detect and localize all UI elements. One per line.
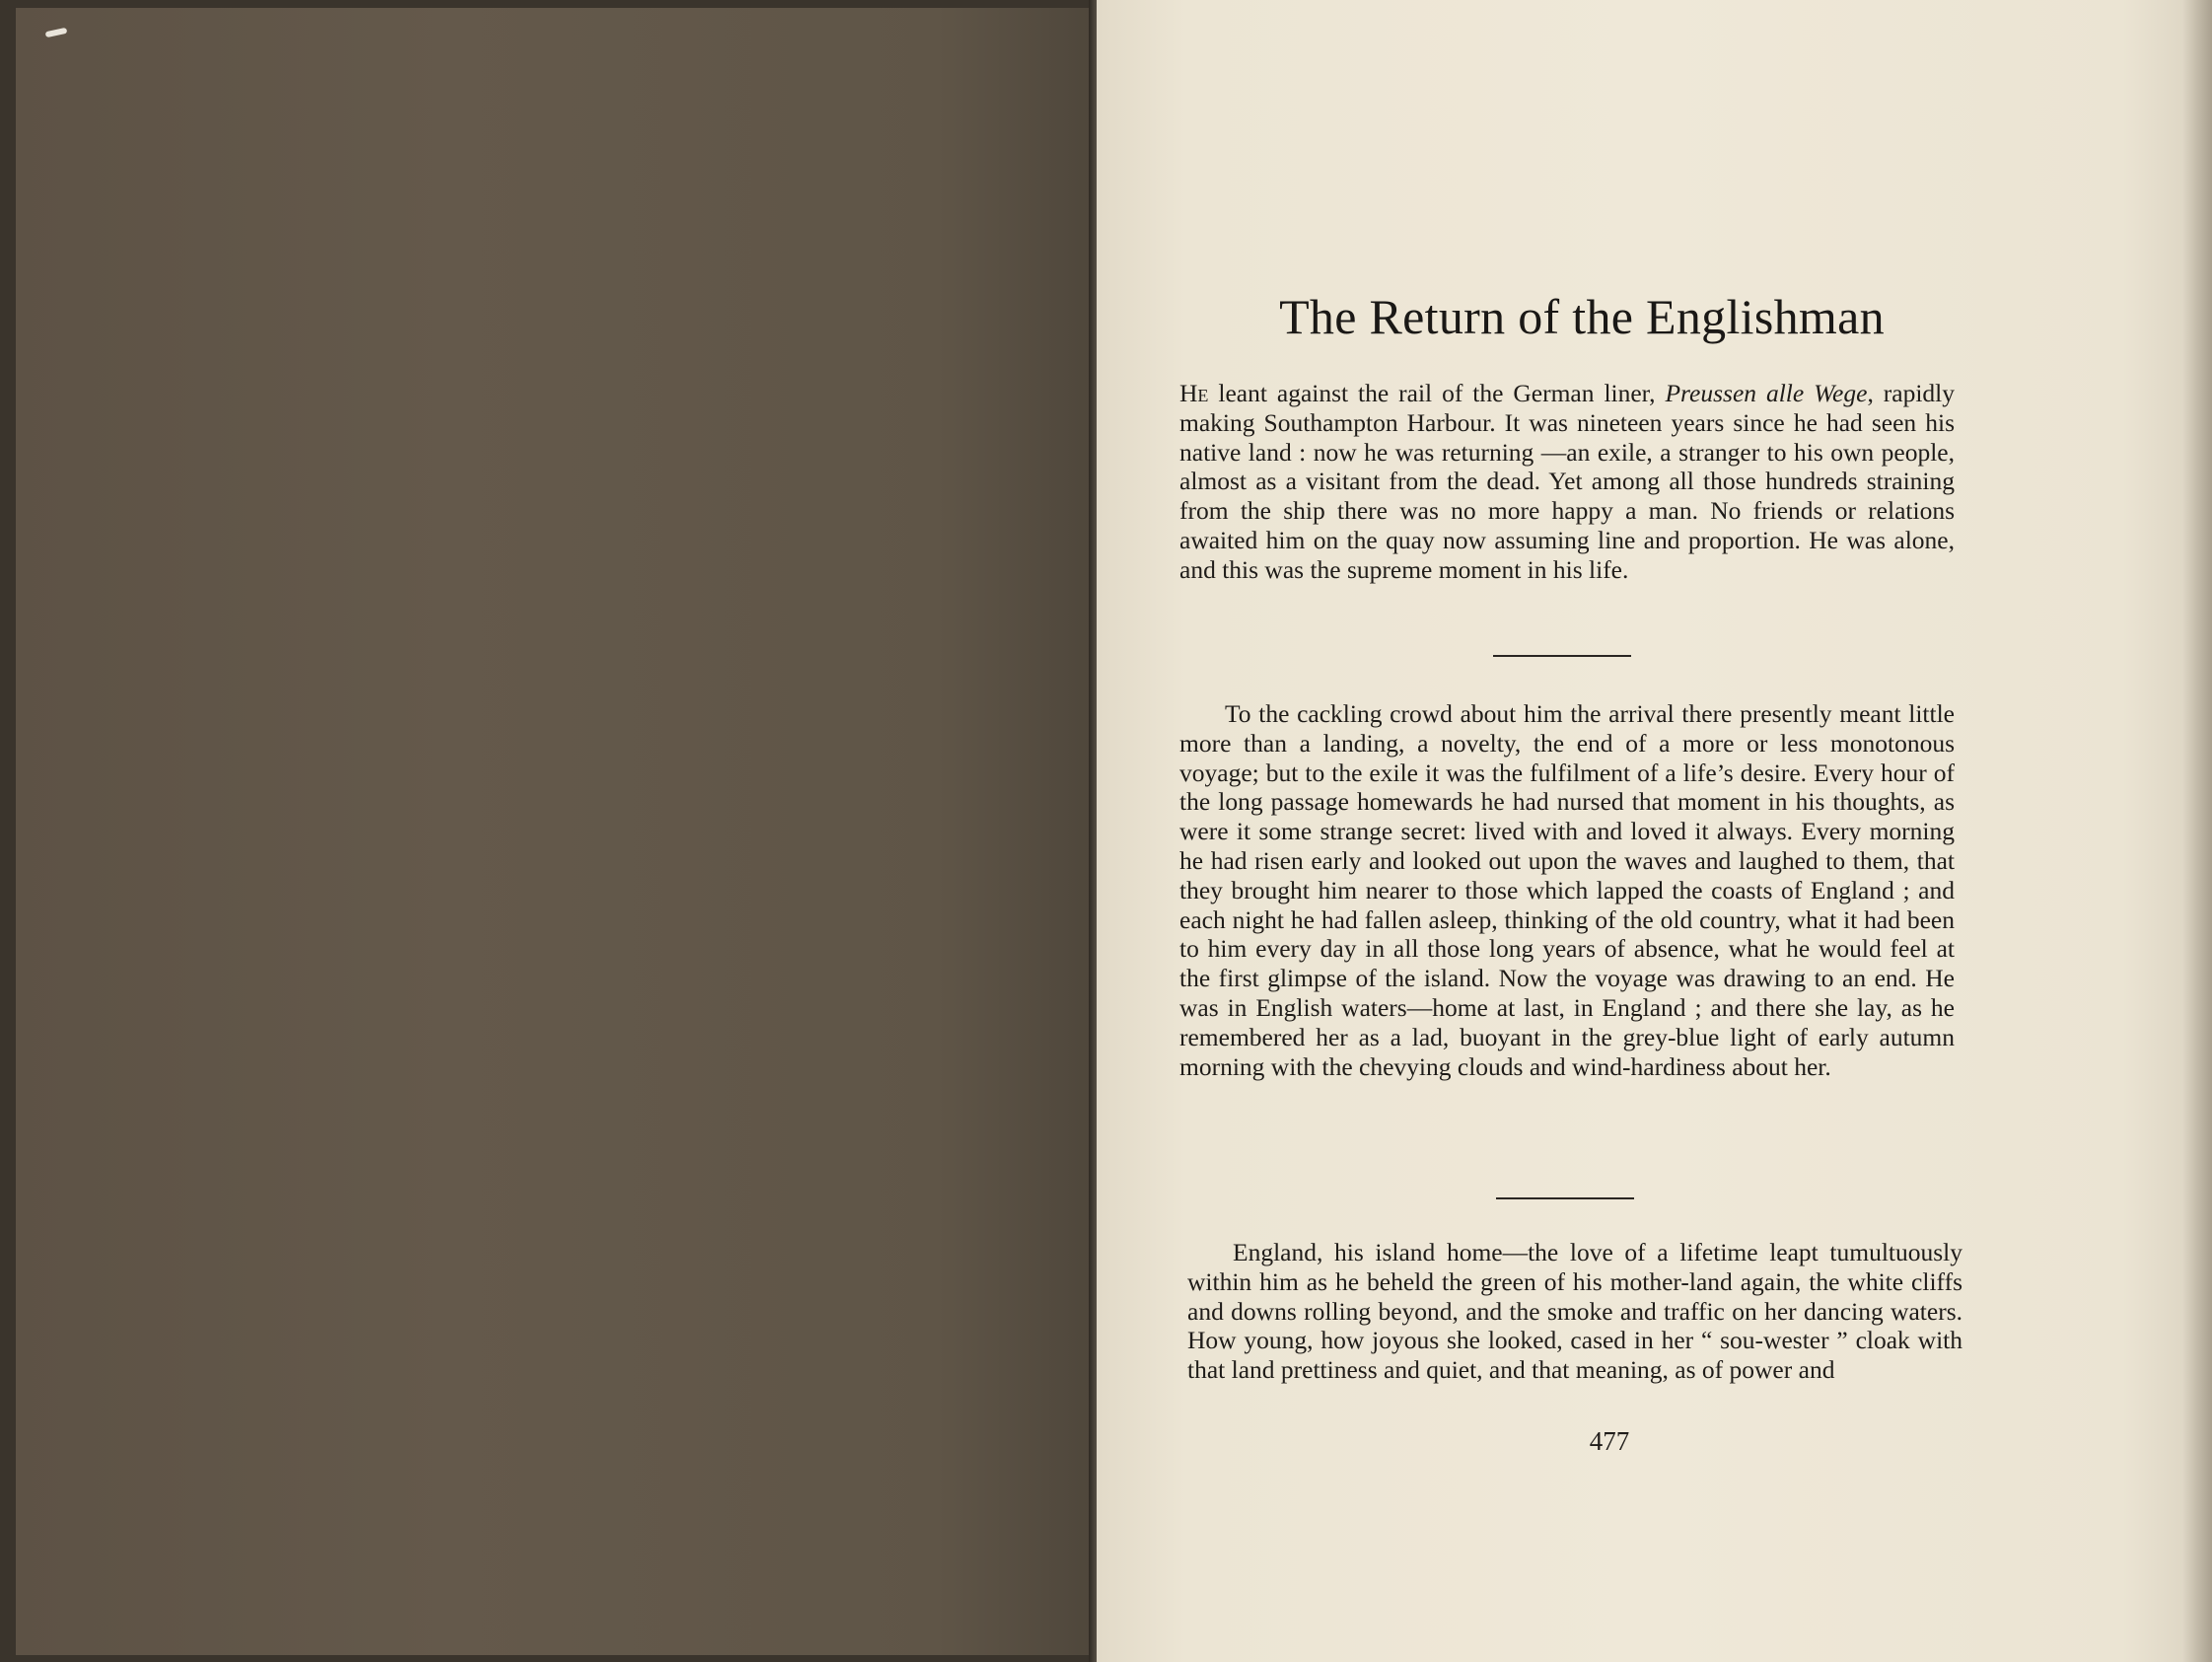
paragraph-1-lead: He <box>1179 379 1209 407</box>
paragraph-2: To the cackling crowd about him the arrival there presently meant little more than a landing, a novelty, the end of a more or less monotonous voyage; but to the exile it was the fulfilment of a life’s desire. Every hour of the long passage homewards he had nursed that moment in his thoughts, as were it some strange secret: lived with and loved it always. Every morning he had risen early and looked out upon the waves and laughed to them, that they brought him nearer to those which lapped the coasts of England ; and each night he had fallen asleep, thinking of the old country, what it had been to him every day in all those long years of absence, what he would feel at the first glimpse of the island. Now the voyage was drawing to an end. He was in English waters—home at last, in England ; and there she lay, as he remembered her as a lad, buoyant in the grey-blue light of early autumn morning with the chevying clouds and wind-hardiness about her. <box>1179 699 1955 1081</box>
left-page-blank <box>16 8 1101 1655</box>
ship-name: Preussen alle Wege <box>1665 379 1868 407</box>
paragraph-1-text-a: leant against the rail of the German liner, <box>1208 379 1666 407</box>
paragraph-1-text-b: , rapidly making Southampton Harbour. It was nineteen years since he had seen his native land : now he was returning —an exile, a stranger to his own people, almost as a visitant from the dead. Yet among all those hundreds straining from the ship there was no more happy a man. No friends or relations awaited him on the quay now assuming line and proportion. He was alone, and this was the supreme moment in his life. <box>1179 379 1956 584</box>
section-divider-2 <box>1496 1197 1634 1199</box>
paragraph-3: England, his island home—the love of a lifetime leapt tumultuously within him as he beheld the green of his mother-land again, the white cliffs and downs rolling beyond, and the smoke and traffic on her dancing waters. How young, how joyous she looked, cased in her “ sou-wester ” cloak with that land prettiness and quiet, and that meaning, as of power and <box>1187 1238 1962 1385</box>
page-edge-shadow <box>2182 0 2212 1662</box>
right-page <box>1097 0 2212 1662</box>
paper-speck <box>45 28 68 37</box>
paragraph-1 <box>1179 379 1955 585</box>
page-number: 477 <box>1589 1426 1630 1456</box>
article-title: The Return of the Englishman <box>1279 289 1885 344</box>
section-divider-1 <box>1493 655 1631 657</box>
